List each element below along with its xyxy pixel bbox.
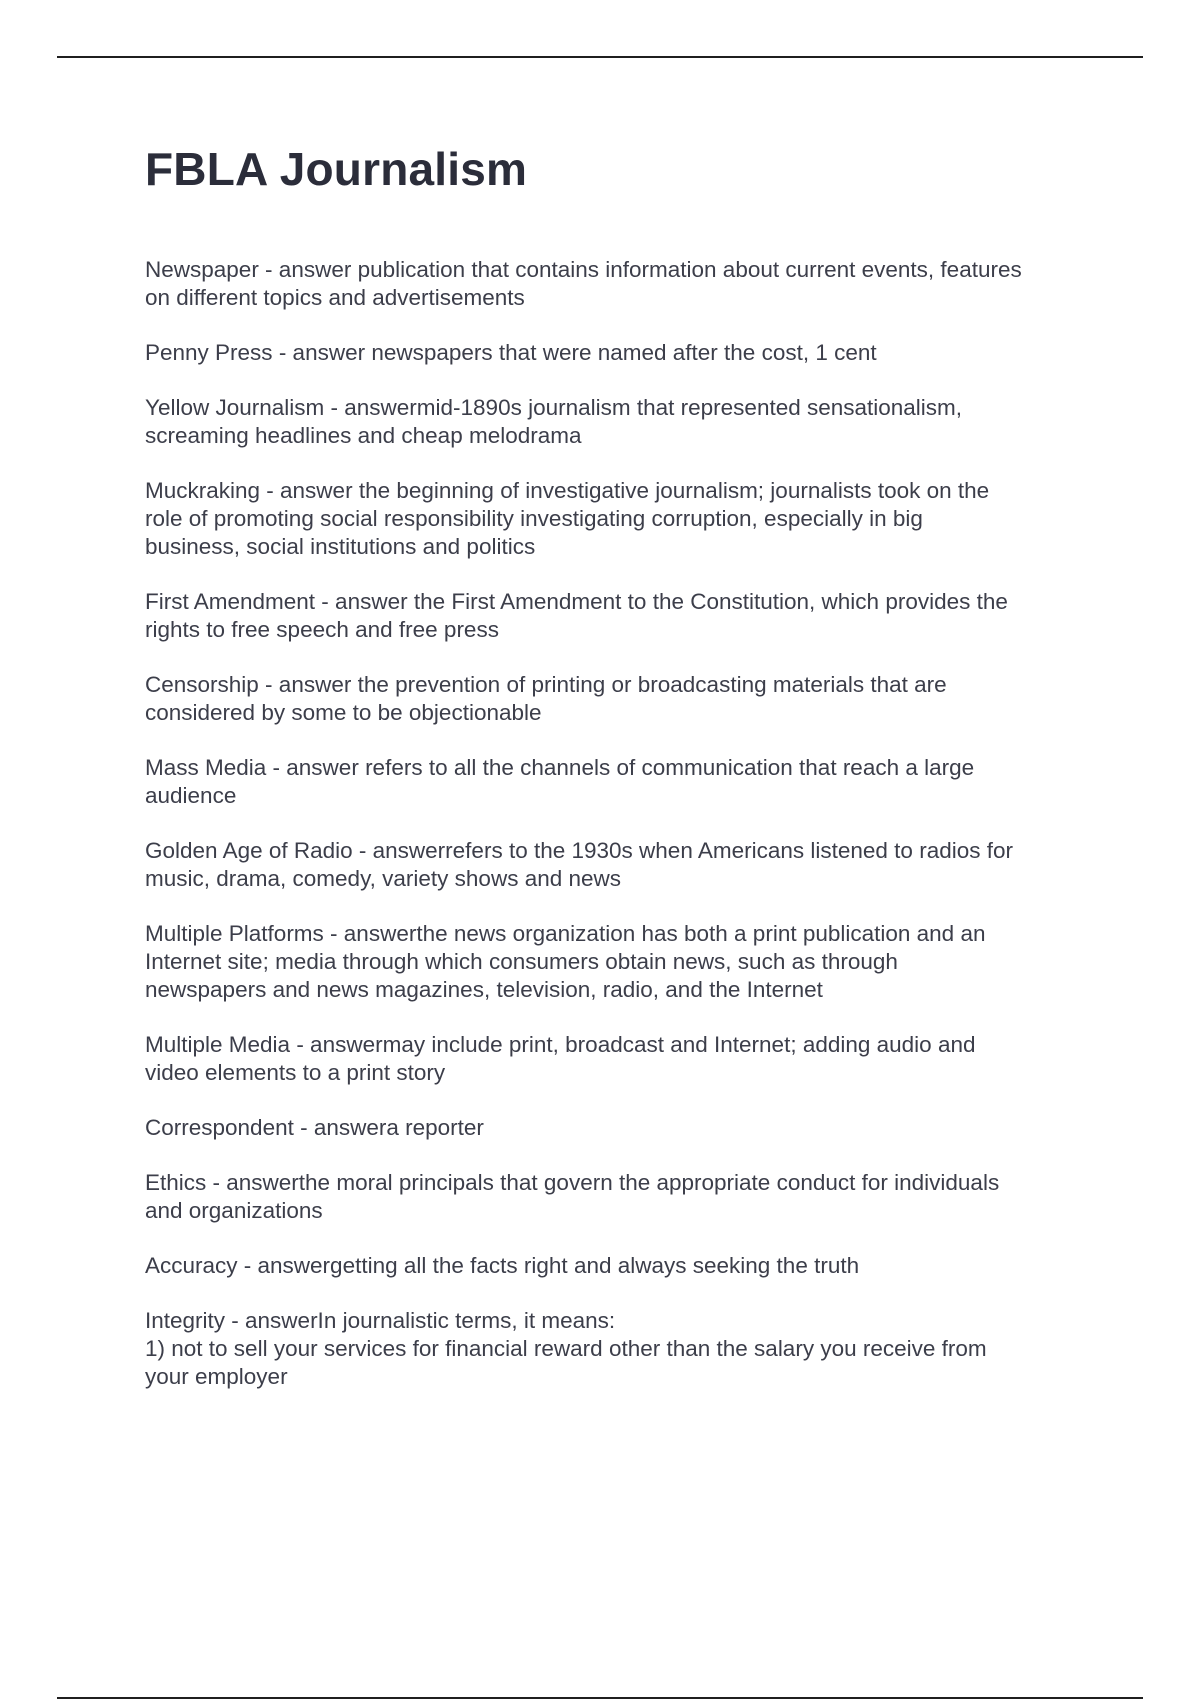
term-entry-accuracy: Accuracy - answergetting all the facts right and always seeking the truth <box>145 1253 860 1278</box>
term-entry-mass-media: Mass Media - answer refers to all the channels of communication that reach a large audience <box>145 755 975 808</box>
term-entry-multiple-media: Multiple Media - answermay include print, broadcast and Internet; adding audio and video elements to a print story <box>145 1032 976 1085</box>
term-entry-censorship: Censorship - answer the prevention of printing or broadcasting materials that are considered by some to be objectionable <box>145 672 947 725</box>
term-entry-multiple-platforms: Multiple Platforms - answerthe news organization has both a print publication and an Internet site; media through which consumers obtain news, such as through newspapers and news magazines, television, radio, and the Internet <box>145 921 986 1002</box>
term-entry-newspaper: Newspaper - answer publication that contains information about current events, features on different topics and advertisements <box>145 257 1022 310</box>
term-entry-yellow-journalism: Yellow Journalism - answermid-1890s journalism that represented sensationalism, screaming headlines and cheap melodrama <box>145 395 963 448</box>
term-list <box>145 256 1095 1418</box>
term-entry-golden-age-of-radio: Golden Age of Radio - answerrefers to the 1930s when Americans listened to radios for music, drama, comedy, variety shows and news <box>145 838 1013 891</box>
term-entry-integrity: Integrity - answerIn journalistic terms, it means: 1) not to sell your services for financial reward other than the salary you receive from your employer <box>145 1308 987 1389</box>
term-entry-ethics: Ethics - answerthe moral principals that govern the appropriate conduct for individuals and organizations <box>145 1170 1000 1223</box>
header-rule <box>57 56 1143 58</box>
term-entry-first-amendment: First Amendment - answer the First Amendment to the Constitution, which provides the rights to free speech and free press <box>145 589 1008 642</box>
footer-rule <box>57 1697 1143 1699</box>
term-entry-correspondent: Correspondent - answera reporter <box>145 1115 484 1140</box>
term-entry-penny-press: Penny Press - answer newspapers that were named after the cost, 1 cent <box>145 340 877 365</box>
page-title: FBLA Journalism <box>145 143 528 195</box>
term-entry-muckraking: Muckraking - answer the beginning of investigative journalism; journalists took on the role of promoting social responsibility investigating corruption, especially in big business, social institutions and politics <box>145 478 990 559</box>
